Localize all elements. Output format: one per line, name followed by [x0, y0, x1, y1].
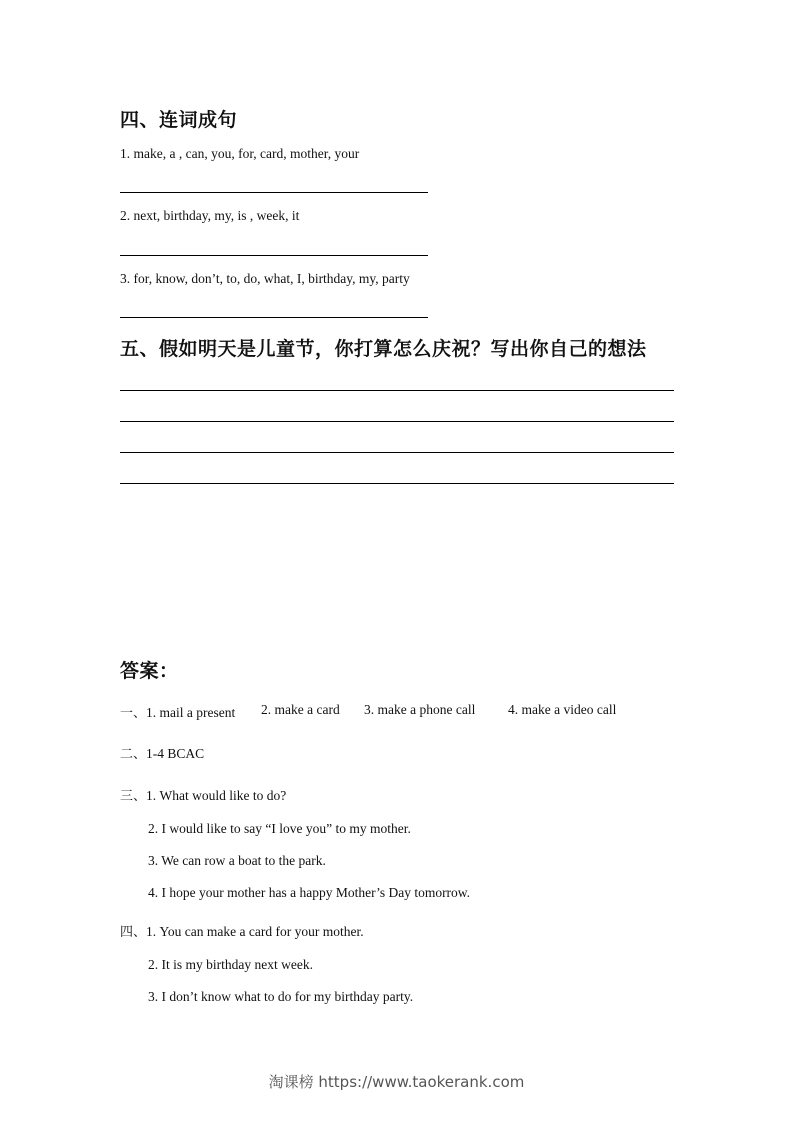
answers-title: 答案： — [120, 660, 179, 682]
writing-line-1 — [120, 390, 674, 391]
writing-line-3 — [120, 452, 674, 453]
answer-3-3: 3. We can row a boat to the park. — [148, 853, 326, 868]
answers-part-3-prefix: 三、 — [120, 789, 147, 804]
answer-2: 1-4 BCAC — [146, 746, 205, 761]
answer-3-4: 4. I hope your mother has a happy Mother’s Day tomorrow. — [148, 885, 471, 900]
answer-line-1 — [120, 192, 428, 193]
answer-1-2: 2. make a card — [261, 702, 340, 717]
answer-line-2 — [120, 255, 428, 256]
answer-4-2: 2. It is my birthday next week. — [148, 957, 313, 972]
answers-part-1 — [120, 702, 235, 721]
answer-1-1: 1. mail a present — [146, 705, 236, 720]
question-1: 1. make, a , can, you, for, card, mother, your — [120, 146, 360, 161]
footer-watermark: 淘课榜 https://www.taokerank.com — [268, 1073, 525, 1091]
answers-part-4 — [120, 921, 364, 940]
answer-4-1: 1. You can make a card for your mother. — [146, 924, 364, 939]
answer-1-3: 3. make a phone call — [364, 702, 476, 717]
answers-part-1-prefix: 一、 — [120, 706, 147, 721]
answers-part-2 — [120, 743, 204, 762]
answers-part-2-prefix: 二、 — [120, 747, 147, 762]
answer-3-1: 1. What would like to do? — [146, 788, 287, 803]
answer-3-2: 2. I would like to say “I love you” to my mother. — [148, 821, 411, 836]
question-2: 2. next, birthday, my, is , week, it — [120, 208, 300, 223]
question-3: 3. for, know, don’t, to, do, what, I, birthday, my, party — [120, 271, 410, 286]
writing-line-4 — [120, 483, 674, 484]
answer-line-3 — [120, 317, 428, 318]
section-4-title: 四、连词成句 — [120, 109, 238, 131]
section-5-title: 五、假如明天是儿童节，你打算怎么庆祝？写出你自己的想法 — [120, 338, 647, 360]
answers-part-3 — [120, 785, 286, 804]
answer-1-4: 4. make a video call — [508, 702, 617, 717]
answers-part-4-prefix: 四、 — [120, 925, 147, 940]
writing-line-2 — [120, 421, 674, 422]
answer-4-3: 3. I don’t know what to do for my birthday party. — [148, 989, 414, 1004]
